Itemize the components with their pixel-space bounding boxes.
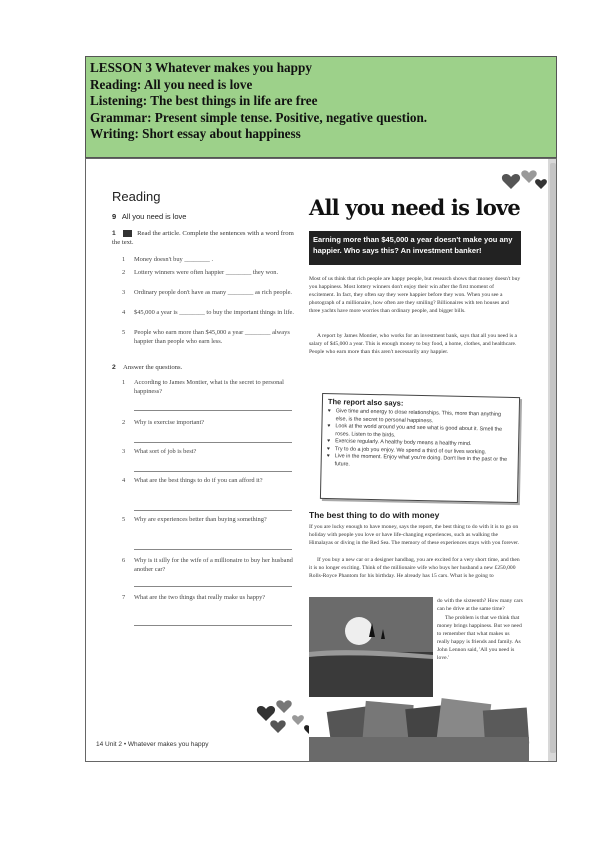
ex2-item: 4 What are the best things to do if you can afford it? bbox=[122, 477, 263, 484]
answer-line[interactable] bbox=[134, 471, 292, 472]
exercise-2-number: 2 bbox=[112, 364, 116, 371]
report-box-title: The report also says: bbox=[327, 397, 404, 408]
header-line-grammar: Grammar: Present simple tense. Positive, negative question. bbox=[90, 109, 428, 125]
beach-sunset-photo bbox=[309, 597, 433, 697]
exercise-column bbox=[94, 159, 299, 761]
header-line-lesson: LESSON 3 Whatever makes you happy bbox=[90, 60, 312, 75]
report-bullet: ♥ Give time and energy to close relationships. This, more than anything else, is the secret to personal happiness. bbox=[328, 408, 514, 427]
audio-icon bbox=[123, 230, 132, 237]
article-paragraph: If you are lucky enough to have money, says the report, the best thing to do with it is to go on holiday with people you love or have life-changing experiences, such as walking the Himalayas or diving in the Red Sea. The memory of these experiences stays with you forever. bbox=[309, 524, 520, 547]
header-line-reading: Reading: All you need is love bbox=[90, 76, 253, 92]
article-paragraph: A report by James Montier, who works for an investment bank, says that all you need is a salary of $45,000 a year. This is enough money to buy food, a home, clothes, and healthcare. People who earn more than this aren't necessarily any happier. bbox=[309, 333, 518, 356]
ex2-item: 6 Why is it silly for the wife of a millionaire to buy her husband another car? bbox=[122, 557, 293, 573]
exercise-1-instruction bbox=[112, 229, 298, 247]
article-title: All you need is love bbox=[309, 195, 520, 220]
ex1-item: 4 $45,000 a year is ________ to buy the important things in life. bbox=[122, 309, 294, 316]
header-line-listening: Listening: The best things in life are free bbox=[90, 93, 318, 108]
article-lead: Earning more than $45,000 a year doesn't make you any happier. Who says this? An investment banker! bbox=[309, 231, 521, 265]
header-line-writing: Writing: Short essay about happiness bbox=[90, 126, 301, 141]
report-bullet: ♥ Try to do a job you enjoy. We spend a third of our lives working. bbox=[327, 446, 513, 457]
article-paragraph: Most of us think that rich people are happy people, but research shows that money doesn't buy you happiness. Most lottery winners don't enjoy their win after the first moment of excitement. In fact, they often say they were happier before they won. When you see a photograph of a millionaire, how often are they smiling? Billionaires with ten houses and three yachts have more worries than ordinary people, and bigger bills. bbox=[309, 276, 521, 315]
report-box bbox=[320, 393, 520, 503]
scrollbar[interactable] bbox=[548, 159, 557, 761]
ex1-item: 2 Lottery winners were often happier ________ they won. bbox=[122, 269, 279, 276]
answer-line[interactable] bbox=[134, 442, 292, 443]
photo-collage bbox=[269, 697, 549, 762]
exercise-1-number: 1 bbox=[112, 230, 116, 237]
answer-line[interactable] bbox=[134, 410, 292, 411]
report-bullet: ♥ Live in the moment. Enjoy what you're doing. Don't live in the past or the future. bbox=[327, 453, 513, 472]
page-footer: 14 Unit 2 • Whatever makes you happy bbox=[96, 741, 209, 748]
answer-line[interactable] bbox=[134, 549, 292, 550]
exercise-2-text: Answer the questions. bbox=[123, 364, 183, 371]
ex1-item: 1 Money doesn't buy ________ . bbox=[122, 256, 214, 263]
article-paragraph: The problem is that we think that money brings happiness. But we need to remember that what makes us really happy is friends and family. As John Lennon said, 'All you need is love.' bbox=[437, 615, 522, 662]
ex2-item: 2 Why is exercise important? bbox=[122, 419, 205, 426]
article-subheading: The best thing to do with money bbox=[309, 510, 440, 520]
subsection-number: 9 bbox=[112, 212, 117, 221]
exercise-2-instruction bbox=[112, 363, 298, 372]
answer-line[interactable] bbox=[134, 586, 292, 587]
lesson-header bbox=[85, 56, 557, 158]
ex2-item: 1 According to James Montier, what is the secret to personal happiness? bbox=[122, 379, 284, 395]
ex2-item: 7 What are the two things that really make us happy? bbox=[122, 594, 266, 601]
report-bullet: ♥ Look at the world around you and see what is good about it. Smell the roses. Listen to the birds. bbox=[327, 423, 513, 442]
hearts-decoration bbox=[499, 169, 549, 195]
exercise-1-text: Read the article. Complete the sentences with a word from the text. bbox=[112, 230, 294, 246]
subsection-heading bbox=[112, 212, 186, 221]
ex1-item: 5 People who earn more than $45,000 a year ________ always happier than people who earn less. bbox=[122, 329, 290, 345]
ex2-item: 3 What sort of job is best? bbox=[122, 448, 197, 455]
answer-line[interactable] bbox=[134, 625, 292, 626]
section-title: Reading bbox=[112, 189, 161, 204]
textbook-page-scan bbox=[85, 158, 557, 762]
report-bullet: ♥ Exercise regularly. A healthy body means a healthy mind. bbox=[327, 438, 513, 449]
article-paragraph: do with the sixteenth? How many cars can he drive at the same time? bbox=[437, 598, 523, 613]
ex2-item: 5 Why are experiences better than buying something? bbox=[122, 516, 267, 523]
ex1-item: 3 Ordinary people don't have as many ________ as rich people. bbox=[122, 289, 293, 296]
subsection-title: All you need is love bbox=[121, 212, 187, 221]
article-paragraph: If you buy a new car or a designer handbag, you are excited for a very short time, and then it is no longer exciting. Think of the millionaire wife who buys her husband a new £250,000 Rolls-Royce Phantom for his birthday. He already has 15 cars. What is he going to bbox=[309, 557, 520, 580]
article-column bbox=[309, 167, 547, 755]
answer-line[interactable] bbox=[134, 510, 292, 511]
